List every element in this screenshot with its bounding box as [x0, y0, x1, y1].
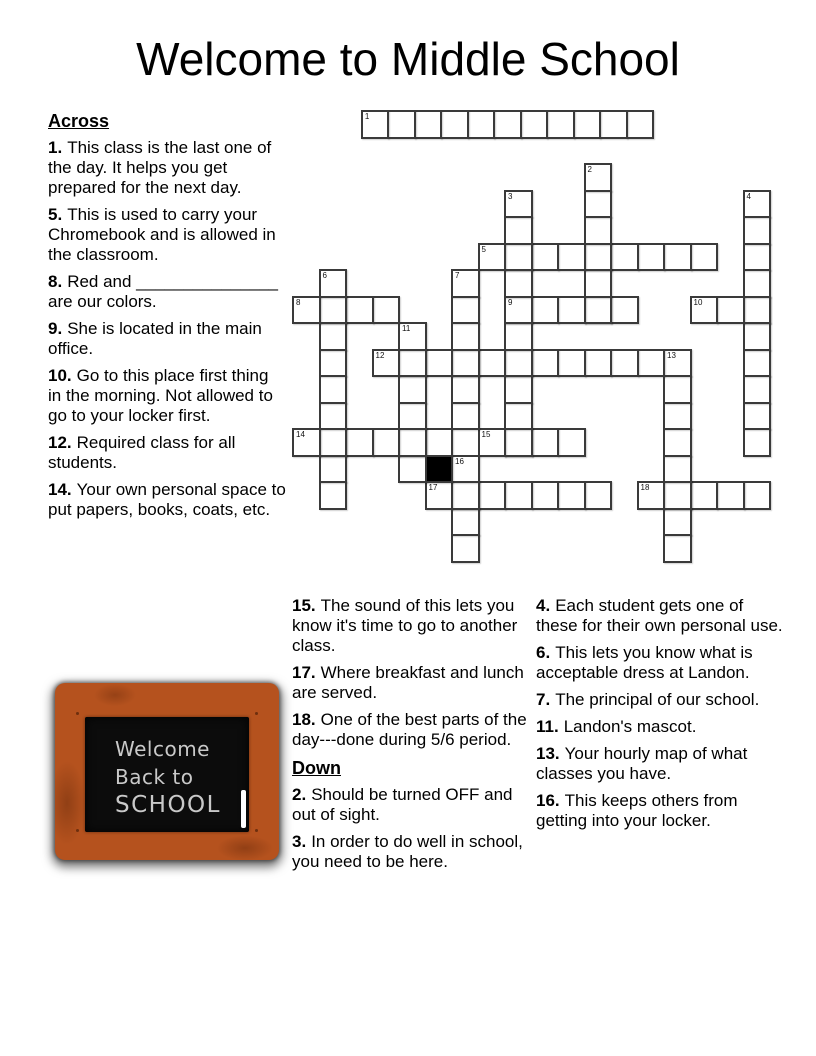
- grid-cell[interactable]: [584, 190, 613, 219]
- grid-cell[interactable]: [743, 216, 772, 245]
- grid-cell[interactable]: [425, 428, 454, 457]
- clue-column-middle: [292, 596, 538, 879]
- clue-down-4: [536, 596, 788, 636]
- chalkboard-line: SCHOOL: [115, 792, 221, 818]
- clue-across-9: [48, 319, 286, 359]
- grid-cell[interactable]: [451, 508, 480, 537]
- clue-number: 8.: [48, 272, 63, 291]
- clue-number: 13.: [536, 744, 560, 763]
- clue-text: This lets you know what is acceptable dress at Landon.: [536, 643, 753, 682]
- clue-text: Your own personal space to put papers, books, coats, etc.: [48, 480, 286, 519]
- grid-cell-number: 1: [364, 112, 370, 121]
- grid-cell[interactable]: [398, 402, 427, 431]
- grid-cell-number: 18: [640, 483, 650, 492]
- grid-cell[interactable]: [398, 428, 427, 457]
- grid-cell[interactable]: [743, 190, 772, 219]
- grid-cell[interactable]: [584, 243, 613, 272]
- grid-cell[interactable]: [451, 269, 480, 298]
- grid-cell[interactable]: [319, 296, 348, 325]
- grid-cell[interactable]: [663, 481, 692, 510]
- grid-cell[interactable]: [663, 349, 692, 378]
- clue-across-14: [48, 480, 286, 520]
- grid-cell-number: 13: [667, 350, 676, 360]
- grid-cell-number: 15: [481, 430, 491, 439]
- clue-across-5: [48, 205, 286, 265]
- grid-cell[interactable]: [451, 455, 480, 484]
- clue-text: Landon's mascot.: [563, 717, 697, 736]
- grid-cell[interactable]: [690, 296, 719, 325]
- clue-number: 12.: [48, 433, 72, 452]
- grid-cell[interactable]: [425, 481, 454, 510]
- grid-cell[interactable]: [451, 481, 480, 510]
- clue-number: 11.: [536, 717, 559, 736]
- grid-cell[interactable]: [573, 110, 602, 139]
- grid-cell[interactable]: [504, 269, 533, 298]
- grid-cell[interactable]: [504, 216, 533, 245]
- grid-cell[interactable]: [531, 243, 560, 272]
- grid-cell[interactable]: [626, 110, 655, 139]
- grid-cell[interactable]: [584, 269, 613, 298]
- grid-cell[interactable]: [663, 534, 692, 563]
- grid-cell[interactable]: [531, 296, 560, 325]
- clue-number: 2.: [292, 785, 307, 804]
- grid-cell-number: 7: [455, 271, 460, 280]
- grid-cell[interactable]: [451, 375, 480, 404]
- grid-cell[interactable]: [663, 428, 692, 457]
- grid-black-cell: [425, 455, 454, 484]
- grid-cell-number: 5: [481, 244, 486, 254]
- grid-cell[interactable]: [637, 481, 666, 510]
- chalkboard-image: [55, 683, 279, 860]
- clue-text: Where breakfast and lunch are served.: [292, 663, 524, 702]
- clue-text: This class is the last one of the day. It helps you get prepared for the next day.: [48, 138, 272, 197]
- grid-cell[interactable]: [743, 269, 772, 298]
- clue-text: The principal of our school.: [555, 690, 760, 709]
- grid-cell[interactable]: [557, 428, 586, 457]
- grid-cell[interactable]: [451, 296, 480, 325]
- chalk-piece-icon: [241, 790, 246, 828]
- grid-cell[interactable]: [690, 243, 719, 272]
- grid-cell[interactable]: [610, 243, 639, 272]
- grid-cell[interactable]: [520, 110, 549, 139]
- clue-number: 4.: [536, 596, 551, 615]
- grid-cell[interactable]: [584, 481, 613, 510]
- grid-cell[interactable]: [743, 402, 772, 431]
- grid-cell[interactable]: [743, 428, 772, 457]
- grid-cell[interactable]: [504, 190, 533, 219]
- grid-cell[interactable]: [663, 243, 692, 272]
- grid-cell[interactable]: [478, 428, 507, 457]
- clue-number: 10.: [48, 366, 72, 385]
- grid-cell[interactable]: [319, 455, 348, 484]
- grid-cell[interactable]: [610, 349, 639, 378]
- grid-cell[interactable]: [584, 163, 613, 192]
- grid-cell[interactable]: [663, 402, 692, 431]
- clue-number: 1.: [48, 138, 63, 157]
- clue-number: 9.: [48, 319, 63, 338]
- grid-cell[interactable]: [637, 349, 666, 378]
- clue-number: 7.: [536, 690, 551, 709]
- grid-cell-number: 8: [296, 297, 301, 307]
- grid-cell[interactable]: [372, 349, 401, 378]
- grid-cell[interactable]: [599, 110, 628, 139]
- grid-cell-number: 6: [322, 271, 327, 280]
- chalkboard-line: Back to: [115, 765, 194, 789]
- grid-cell[interactable]: [319, 349, 348, 378]
- clue-across-12: [48, 433, 286, 473]
- clue-across-17: [292, 663, 538, 703]
- grid-cell[interactable]: [451, 322, 480, 351]
- clue-across-8: [48, 272, 286, 312]
- grid-cell[interactable]: [398, 349, 427, 378]
- nail-icon: [76, 829, 79, 832]
- grid-cell[interactable]: [504, 375, 533, 404]
- grid-cell[interactable]: [398, 322, 427, 351]
- grid-cell[interactable]: [398, 375, 427, 404]
- clue-down-7: [536, 690, 788, 710]
- clue-text: Go to this place first thing in the morning. Not allowed to go to your locker first.: [48, 366, 273, 425]
- grid-cell[interactable]: [345, 428, 374, 457]
- across-header: Across: [48, 111, 110, 131]
- clue-text: Your hourly map of what classes you have.: [536, 744, 748, 783]
- chalkboard-surface: [85, 717, 249, 832]
- clue-number: 14.: [48, 480, 72, 499]
- clue-text: The sound of this lets you know it's time to go to another class.: [292, 596, 518, 655]
- grid-cell[interactable]: [743, 243, 772, 272]
- grid-cell[interactable]: [743, 481, 772, 510]
- grid-cell[interactable]: [663, 455, 692, 484]
- clue-number: 5.: [48, 205, 63, 224]
- clue-text: In order to do well in school, you need to be here.: [292, 832, 523, 871]
- clue-down-6: [536, 643, 788, 683]
- grid-cell[interactable]: [319, 402, 348, 431]
- grid-cell[interactable]: [372, 428, 401, 457]
- grid-cell-number: 4: [746, 191, 751, 201]
- grid-cell[interactable]: [440, 110, 469, 139]
- nail-icon: [76, 712, 79, 715]
- grid-cell[interactable]: [451, 349, 480, 378]
- clue-text: Each student gets one of these for their own personal use.: [536, 596, 783, 635]
- grid-cell-number: 12: [375, 350, 385, 360]
- grid-cell[interactable]: [478, 481, 507, 510]
- clue-text: She is located in the main office.: [48, 319, 262, 358]
- clue-number: 3.: [292, 832, 307, 851]
- grid-cell[interactable]: [292, 428, 321, 457]
- grid-cell[interactable]: [637, 243, 666, 272]
- clue-down-11: [536, 717, 788, 737]
- grid-cell-number: 3: [508, 191, 513, 201]
- grid-cell-number: 17: [428, 483, 438, 492]
- grid-cell[interactable]: [372, 296, 401, 325]
- grid-cell[interactable]: [716, 481, 745, 510]
- grid-cell[interactable]: [584, 296, 613, 325]
- grid-cell[interactable]: [663, 375, 692, 404]
- grid-cell[interactable]: [414, 110, 443, 139]
- grid-cell[interactable]: [345, 296, 374, 325]
- clue-across-15: [292, 596, 538, 656]
- grid-cell[interactable]: [557, 481, 586, 510]
- grid-cell[interactable]: [690, 481, 719, 510]
- clue-number: 15.: [292, 596, 316, 615]
- grid-cell[interactable]: [398, 455, 427, 484]
- clue-number: 16.: [536, 791, 560, 810]
- grid-cell[interactable]: [663, 508, 692, 537]
- clue-number: 17.: [292, 663, 316, 682]
- grid-cell[interactable]: [743, 322, 772, 351]
- chalkboard-line: Welcome: [115, 737, 210, 761]
- grid-cell[interactable]: [531, 349, 560, 378]
- grid-cell-number: 9: [508, 297, 513, 307]
- grid-cell[interactable]: [743, 349, 772, 378]
- clue-text: This keeps others from getting into your locker.: [536, 791, 738, 830]
- grid-cell[interactable]: [531, 428, 560, 457]
- grid-cell[interactable]: [319, 375, 348, 404]
- grid-cell[interactable]: [716, 296, 745, 325]
- grid-cell[interactable]: [531, 481, 560, 510]
- grid-cell[interactable]: [504, 349, 533, 378]
- grid-cell[interactable]: [478, 243, 507, 272]
- grid-cell[interactable]: [493, 110, 522, 139]
- clue-text: One of the best parts of the day---done during 5/6 period.: [292, 710, 527, 749]
- grid-cell[interactable]: [743, 296, 772, 325]
- grid-cell[interactable]: [292, 296, 321, 325]
- grid-cell[interactable]: [557, 296, 586, 325]
- grid-cell[interactable]: [319, 428, 348, 457]
- clue-down-2: [292, 785, 538, 825]
- grid-cell[interactable]: [504, 428, 533, 457]
- grid-cell[interactable]: [504, 296, 533, 325]
- grid-cell[interactable]: [557, 243, 586, 272]
- clue-text: Should be turned OFF and out of sight.: [292, 785, 513, 824]
- grid-cell[interactable]: [319, 269, 348, 298]
- grid-cell[interactable]: [478, 349, 507, 378]
- grid-cell[interactable]: [546, 110, 575, 139]
- clue-number: 18.: [292, 710, 316, 729]
- clue-down-16: [536, 791, 788, 831]
- nail-icon: [255, 829, 258, 832]
- clue-across-1: [48, 138, 286, 198]
- grid-cell[interactable]: [557, 349, 586, 378]
- chalkboard-text: [115, 735, 221, 819]
- clue-across-10: [48, 366, 286, 426]
- grid-cell[interactable]: [610, 296, 639, 325]
- grid-cell[interactable]: [504, 402, 533, 431]
- page-title: Welcome to Middle School: [136, 33, 680, 85]
- grid-cell-number: 14: [296, 430, 305, 439]
- grid-cell[interactable]: [361, 110, 390, 139]
- clue-number: 6.: [536, 643, 551, 662]
- grid-cell-number: 10: [693, 297, 703, 307]
- grid-cell-number: 2: [587, 165, 592, 174]
- clue-text: This is used to carry your Chromebook and is allowed in the classroom.: [48, 205, 276, 264]
- grid-cell[interactable]: [584, 216, 613, 245]
- grid-cell[interactable]: [451, 402, 480, 431]
- down-header: Down: [292, 758, 341, 778]
- clue-down-3: [292, 832, 538, 872]
- grid-cell-number: 16: [455, 456, 464, 466]
- grid-cell-number: 11: [402, 324, 411, 333]
- grid-cell[interactable]: [319, 481, 348, 510]
- grid-cell[interactable]: [425, 349, 454, 378]
- grid-cell[interactable]: [504, 481, 533, 510]
- grid-cell[interactable]: [467, 110, 496, 139]
- clue-down-13: [536, 744, 788, 784]
- grid-cell[interactable]: [743, 375, 772, 404]
- clue-across-18: [292, 710, 538, 750]
- clue-column-right: [536, 596, 788, 838]
- grid-cell[interactable]: [319, 322, 348, 351]
- clue-text: Required class for all students.: [48, 433, 236, 472]
- clue-text: Red and _______________ are our colors.: [48, 272, 279, 311]
- grid-cell[interactable]: [504, 322, 533, 351]
- grid-cell[interactable]: [451, 534, 480, 563]
- grid-cell[interactable]: [504, 243, 533, 272]
- nail-icon: [255, 712, 258, 715]
- clue-column-left: [48, 110, 286, 527]
- grid-cell[interactable]: [584, 349, 613, 378]
- grid-cell[interactable]: [387, 110, 416, 139]
